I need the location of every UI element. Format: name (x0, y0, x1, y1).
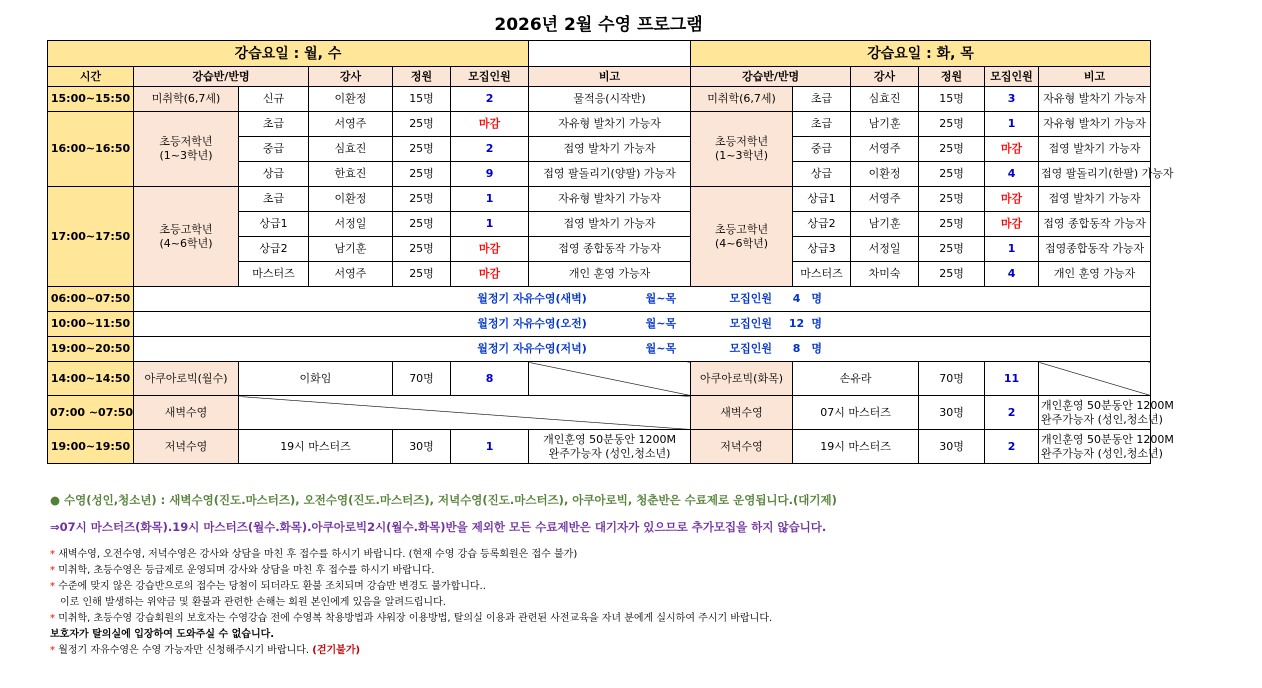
free-swim-label: 모집인원 (729, 292, 772, 305)
table-row (48, 430, 1151, 464)
capacity: 25명 (393, 187, 451, 212)
teacher: 19시 마스터즈 (239, 430, 393, 464)
note-line (50, 611, 1200, 627)
header-teacher: 강사 (309, 67, 393, 87)
note (529, 430, 691, 464)
time-cell: 19:00~19:50 (48, 430, 134, 464)
capacity: 30명 (393, 430, 451, 464)
note-line: 개인훈영 50분동안 1200M (1041, 398, 1174, 412)
schedule-table (47, 40, 1174, 464)
capacity: 25명 (393, 237, 451, 262)
recruit-count: 2 (451, 87, 529, 112)
empty-note-cell (1039, 362, 1151, 396)
capacity: 25명 (393, 212, 451, 237)
capacity: 15명 (393, 87, 451, 112)
time-cell: 15:00~15:50 (48, 87, 134, 112)
capacity: 25명 (919, 187, 985, 212)
free-swim-unit: 명 (811, 292, 823, 305)
free-swim-row (48, 312, 1151, 337)
class-group (134, 112, 239, 187)
note: 접영종합동작 가능자 (1039, 237, 1151, 262)
note-line: 개인훈영 50분동안 1200M (543, 432, 676, 446)
asterisk: * (50, 581, 55, 592)
note: 접영 발차기 가능자 (1039, 187, 1151, 212)
recruit-count: 4 (985, 162, 1039, 187)
free-swim-name: 월정기 자유수영(새벽) (477, 292, 587, 305)
recruit-count: 마감 (985, 212, 1039, 237)
capacity: 25명 (393, 262, 451, 287)
note-line: 이로 인해 발생하는 위약금 및 환불과 관련한 손해는 회원 본인에게 있음을 알려드립니다. (60, 597, 446, 608)
capacity: 25명 (919, 137, 985, 162)
teacher: 서영주 (309, 262, 393, 287)
asterisk: * (50, 549, 55, 560)
header-note: 비고 (1039, 67, 1151, 87)
class-group (134, 187, 239, 287)
free-swim-info (134, 312, 1151, 337)
free-swim-row (48, 287, 1151, 312)
note (1039, 430, 1174, 464)
teacher: 남기훈 (851, 212, 919, 237)
note: 접영 발차기 가능자 (529, 137, 691, 162)
days-right: 강습요일 : 화, 목 (691, 41, 1151, 67)
class-group: 저녁수영 (691, 430, 793, 464)
note-text: 새벽수영, 오전수영, 저녁수영은 강사와 상담을 마친 후 접수를 하시기 바랍니다. (현재 수영 강습 등록회원은 접수 불가) (58, 549, 578, 560)
recruit-count: 마감 (451, 112, 529, 137)
capacity: 25명 (393, 137, 451, 162)
note-line: 완주가능자 (성인,청소년) (1041, 446, 1163, 460)
class-group-name: 초등저학년 (714, 135, 769, 148)
note-line (50, 563, 1200, 579)
class-group-grade: (4~6학년) (715, 236, 769, 250)
free-swim-name: 월정기 자유수영(저녁) (477, 342, 587, 355)
note-line (50, 579, 1200, 595)
class-group (691, 112, 793, 187)
table-row (48, 112, 1151, 137)
header-note: 비고 (529, 67, 691, 87)
recruit-count: 1 (985, 112, 1039, 137)
days-left: 강습요일 : 월, 수 (48, 41, 529, 67)
table-row (48, 362, 1151, 396)
note-line (50, 643, 1200, 659)
header-teacher: 강사 (851, 67, 919, 87)
class-level: 상급3 (793, 237, 851, 262)
asterisk: * (50, 565, 55, 576)
teacher: 이화임 (239, 362, 393, 396)
teacher: 남기훈 (309, 237, 393, 262)
header-capacity: 정원 (393, 67, 451, 87)
page-title: 2026년 2월 수영 프로그램 (494, 15, 703, 35)
header-time: 시간 (48, 67, 134, 87)
class-level: 마스터즈 (793, 262, 851, 287)
header-recruit: 모집인원 (451, 67, 529, 87)
class-group-grade: (1~3학년) (715, 149, 769, 162)
note-line: 완주가능자 (성인,청소년) (548, 446, 671, 460)
recruit-count: 1 (451, 187, 529, 212)
table-row (48, 187, 1151, 212)
notes-section (50, 492, 1200, 659)
table-row (48, 87, 1151, 112)
free-swim-info (134, 337, 1151, 362)
recruit-count: 9 (451, 162, 529, 187)
capacity: 15명 (919, 87, 985, 112)
class-level: 마스터즈 (239, 262, 309, 287)
note: 접영 종합동작 가능자 (529, 237, 691, 262)
class-group: 아쿠아로빅(화목) (691, 362, 793, 396)
time-cell: 17:00~17:50 (48, 187, 134, 287)
class-level: 신규 (239, 87, 309, 112)
teacher: 차미숙 (851, 262, 919, 287)
class-level: 중급 (793, 137, 851, 162)
note: 자유형 발차기 가능자 (1039, 112, 1151, 137)
empty-cell (239, 396, 691, 430)
capacity: 70명 (919, 362, 985, 396)
capacity: 25명 (919, 237, 985, 262)
free-swim-days: 월~목 (645, 317, 677, 330)
note-line: 보호자가 탈의실에 입장하여 도와주실 수 없습니다. (50, 629, 275, 640)
note: 개인 훈영 가능자 (1039, 262, 1151, 287)
recruit-count: 마감 (985, 137, 1039, 162)
capacity: 25명 (919, 112, 985, 137)
recruit-count: 4 (985, 262, 1039, 287)
teacher: 심효진 (851, 87, 919, 112)
free-swim-days: 월~목 (645, 342, 677, 355)
class-level: 상급2 (793, 212, 851, 237)
recruit-count: 3 (985, 87, 1039, 112)
teacher: 이환정 (851, 162, 919, 187)
note-warning: (걷기불가) (312, 645, 361, 656)
class-group: 새벽수영 (134, 396, 239, 430)
teacher: 서영주 (851, 187, 919, 212)
class-group-grade: (1~3학년) (159, 149, 213, 162)
class-group: 미취학(6,7세) (134, 87, 239, 112)
teacher: 손유라 (793, 362, 919, 396)
recruit-count: 11 (985, 362, 1039, 396)
time-cell: 07:00 ~07:50 (48, 396, 134, 430)
recruit-count: 마감 (451, 237, 529, 262)
recruit-count: 1 (985, 237, 1039, 262)
free-swim-info (134, 287, 1151, 312)
day-header-row (48, 41, 1151, 67)
empty-note-cell (529, 362, 691, 396)
teacher: 07시 마스터즈 (793, 396, 919, 430)
free-swim-count: 8 (792, 342, 801, 355)
note-line: 완주가능자 (성인,청소년) (1041, 412, 1163, 426)
class-group: 새벽수영 (691, 396, 793, 430)
free-swim-unit: 명 (811, 317, 823, 330)
free-swim-count: 12 (788, 317, 805, 330)
note (1039, 396, 1174, 430)
recruit-count: 1 (451, 430, 529, 464)
capacity: 25명 (919, 262, 985, 287)
class-level: 중급 (239, 137, 309, 162)
teacher: 이환정 (309, 87, 393, 112)
recruit-count: 2 (985, 396, 1039, 430)
recruit-count: 8 (451, 362, 529, 396)
class-level: 상급 (793, 162, 851, 187)
note: 물적응(시작반) (529, 87, 691, 112)
class-group: 미취학(6,7세) (691, 87, 793, 112)
column-header-row (48, 67, 1151, 87)
time-cell: 16:00~16:50 (48, 112, 134, 187)
free-swim-label: 모집인원 (729, 317, 772, 330)
note: 접영 팔돌리기(한팔) 가능자 (1039, 162, 1151, 187)
class-level: 초급 (793, 87, 851, 112)
teacher: 서영주 (851, 137, 919, 162)
header-class: 강습반/반명 (134, 67, 309, 87)
class-group (691, 187, 793, 287)
note-purple: ⇒07시 마스터즈(화목).19시 마스터즈(월수.화목).아쿠아로빅2시(월수.화목)반을 제외한 모든 수료제반은 대기자가 있으므로 추가모집을 하지 않습니다. (50, 520, 827, 534)
blank-cell (529, 41, 691, 67)
class-group-grade: (4~6학년) (159, 236, 213, 250)
recruit-count: 2 (451, 137, 529, 162)
free-swim-days: 월~목 (645, 292, 677, 305)
teacher: 서정일 (851, 237, 919, 262)
class-group-name: 초등고학년 (714, 222, 769, 236)
class-level: 상급 (239, 162, 309, 187)
capacity: 25명 (393, 112, 451, 137)
header-recruit: 모집인원 (985, 67, 1039, 87)
capacity: 25명 (393, 162, 451, 187)
capacity: 70명 (393, 362, 451, 396)
header-capacity: 정원 (919, 67, 985, 87)
teacher: 19시 마스터즈 (793, 430, 919, 464)
note: 접영 종합동작 가능자 (1039, 212, 1151, 237)
recruit-count: 1 (451, 212, 529, 237)
note: 자유형 발차기 가능자 (529, 112, 691, 137)
recruit-count: 마감 (985, 187, 1039, 212)
class-level: 상급1 (239, 212, 309, 237)
teacher: 심효진 (309, 137, 393, 162)
time-cell: 10:00~11:50 (48, 312, 134, 337)
free-swim-label: 모집인원 (729, 342, 772, 355)
free-swim-unit: 명 (811, 342, 823, 355)
header-class: 강습반/반명 (691, 67, 851, 87)
teacher: 남기훈 (851, 112, 919, 137)
class-group: 아쿠아로빅(월수) (134, 362, 239, 396)
note-line (50, 547, 1200, 563)
note: 접영 팔돌리기(양팔) 가능자 (529, 162, 691, 187)
note: 자유형 발차기 가능자 (1039, 87, 1151, 112)
note: 접영 발차기 가능자 (529, 212, 691, 237)
note-text: 미취학, 초등수영은 등급제로 운영되며 강사와 상담을 마친 후 접수를 하시기 바랍니다. (58, 565, 435, 576)
note-green: ● 수영(성인,청소년) : 새벽수영(진도.마스터즈), 오전수영(진도.마스터즈), 저녁수영(진도.마스터즈), 아쿠아로빅, 청춘반은 수료제로 운영됩니다.(대기제) (50, 493, 837, 507)
free-swim-row (48, 337, 1151, 362)
table-row (48, 396, 1151, 430)
capacity: 25명 (919, 212, 985, 237)
recruit-count: 마감 (451, 262, 529, 287)
free-swim-name: 월정기 자유수영(오전) (477, 317, 587, 330)
asterisk: * (50, 645, 55, 656)
capacity: 30명 (919, 396, 985, 430)
note-line: 개인훈영 50분동안 1200M (1041, 432, 1174, 446)
time-cell: 14:00~14:50 (48, 362, 134, 396)
class-level: 상급1 (793, 187, 851, 212)
class-group: 저녁수영 (134, 430, 239, 464)
class-level: 상급2 (239, 237, 309, 262)
note-text: 월정기 자유수영은 수영 가능자만 신청해주시기 바랍니다. (58, 645, 310, 656)
class-level: 초급 (239, 112, 309, 137)
free-swim-count: 4 (792, 292, 801, 305)
teacher: 이환정 (309, 187, 393, 212)
note: 개인 훈영 가능자 (529, 262, 691, 287)
capacity: 25명 (919, 162, 985, 187)
class-level: 초급 (239, 187, 309, 212)
note: 자유형 발차기 가능자 (529, 187, 691, 212)
asterisk: * (50, 613, 55, 624)
time-cell: 06:00~07:50 (48, 287, 134, 312)
class-group-name: 초등고학년 (159, 222, 213, 236)
note: 접영 발차기 가능자 (1039, 137, 1151, 162)
teacher: 서정일 (309, 212, 393, 237)
note-text: 미취학, 초등수영 강습회원의 보호자는 수영강습 전에 수영복 착용방법과 샤워장 이용방법, 탈의실 이용과 관련된 사전교육을 자녀 분에게 실시하여 주시기 바랍니다. (58, 613, 773, 624)
class-level: 초급 (793, 112, 851, 137)
teacher: 한효진 (309, 162, 393, 187)
capacity: 30명 (919, 430, 985, 464)
teacher: 서영주 (309, 112, 393, 137)
time-cell: 19:00~20:50 (48, 337, 134, 362)
class-group-name: 초등저학년 (159, 135, 213, 148)
recruit-count: 2 (985, 430, 1039, 464)
note-text: 수준에 맞지 않은 강습반으로의 접수는 당첨이 되더라도 환불 조치되며 강습반 변경도 불가합니다.. (58, 581, 486, 592)
